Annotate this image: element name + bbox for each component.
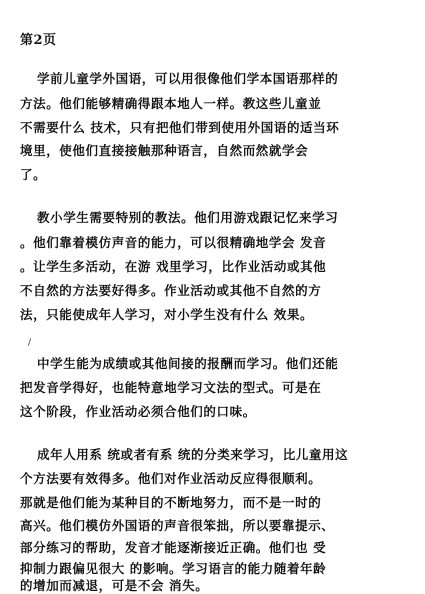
paragraph-2-line-1: 教小学生需要特别的教法。他们用游戏跟记忆来学习 <box>37 210 339 225</box>
paragraph-2-line-2: 。他们靠着模仿声音的能力，可以很精确地学会 发音 <box>20 235 327 250</box>
stray-scan-mark: / <box>28 338 32 348</box>
paragraph-4-line-4: 高兴。他们模仿外国语的声音很笨拙，所以要靠提示、 <box>20 518 335 533</box>
paragraph-3-line-3: 这个阶段，作业活动必须合他们的口味。 <box>20 404 256 419</box>
paragraph-2-line-4: 不自然的方法要好得多。作业活动或其他不自然的方 <box>20 283 322 298</box>
paragraph-4-line-7: 的增加而减退，可是不会 消失。 <box>20 578 209 593</box>
paragraph-4-line-3: 那就是他们能为某种目的不断地努力，而不是一时的 <box>20 495 322 510</box>
paragraph-1-line-5: 了。 <box>20 167 47 182</box>
paragraph-4-line-2: 个方法要有效得多。他们对作业活动反应得很顺利。 <box>20 471 322 486</box>
paragraph-1-line-3: 不需要什么 技术，只有把他们带到使用外国语的适当环 <box>20 120 340 135</box>
paragraph-1-line-4: 境里，使他们直接接触那种语言，自然而然就学会 <box>20 143 309 158</box>
paragraph-4-line-6: 抑制力跟偏见很大 的影响。学习语言的能力随着年龄 <box>20 561 327 576</box>
paragraph-4-line-1: 成年人用系 统或者有系 统的分类来学习，比儿童用这 <box>37 447 349 462</box>
page-number-label: 第2页 <box>20 33 57 48</box>
paragraph-2-line-5: 法，只能使成年人学习，对小学生没有什么 效果。 <box>20 307 314 322</box>
paragraph-3-line-2: 把发音学得好，也能特意地学习文法的型式。可是在 <box>20 380 322 395</box>
paragraph-4-line-5: 部分练习的帮助，发音才能逐渐接近正确。他们也 受 <box>20 540 327 555</box>
paragraph-1-line-2: 方法。他们能够精确得跟本地人一样。教这些儿童並 <box>20 96 322 111</box>
paragraph-1-line-1: 学前儿童学外国语，可以用很像他们学本国语那样的 <box>37 71 339 86</box>
paragraph-2-line-3: 。让学生多活动，在游 戏里学习，比作业活动或其他 <box>20 259 327 274</box>
paragraph-3-line-1: 中学生能为成绩或其他间接的报酬而学习。他们还能 <box>37 356 339 371</box>
